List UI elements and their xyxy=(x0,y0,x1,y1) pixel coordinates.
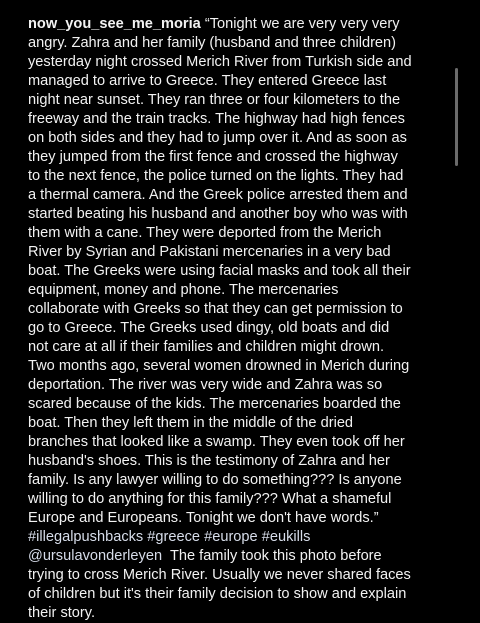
caption-line: trying to cross Merich River. Usually we never shared faces xyxy=(28,567,411,583)
caption-line: them with a cane. They were deported from the Merich xyxy=(28,225,382,241)
hashtag-line xyxy=(28,528,468,547)
caption-line: on both sides and they had to jump over it. And as soon as xyxy=(28,130,407,146)
caption-line: started beating his husband and another boy who was with xyxy=(28,206,408,222)
caption-line: scared because of the kids. The mercenaries boarded the xyxy=(28,396,401,412)
caption-line: managed to arrive to Greece. They entered Greece last xyxy=(28,73,387,89)
caption-line: family. Is any lawyer willing to do something??? Is anyone xyxy=(28,472,402,488)
caption-line: branches that looked like a swamp. They even took off her xyxy=(28,434,405,450)
username-link[interactable]: now_you_see_me_moria xyxy=(28,16,201,32)
caption-line: they jumped from the first fence and crossed the highway xyxy=(28,149,398,165)
caption-line: boat. Then they left them in the middle of the dried xyxy=(28,415,354,431)
caption-line: willing to do anything for this family??? What a shameful xyxy=(28,491,392,507)
hashtag-link[interactable]: #illegalpushbacks xyxy=(28,529,144,545)
caption-line: River by Syrian and Pakistani mercenaries in a very bad xyxy=(28,244,391,260)
caption-line: collaborate with Greeks so that they can get permission to xyxy=(28,301,403,317)
mention-link[interactable]: @ursulavonderleyen xyxy=(28,548,163,564)
caption-line-text: The family took this photo before xyxy=(169,548,382,564)
caption-line: go to Greece. The Greeks used dingy, old boats and did xyxy=(28,320,390,336)
caption-text xyxy=(28,15,468,623)
hashtag-link[interactable]: #greece xyxy=(147,529,201,545)
caption-line: not care at all if their families and children might drown. xyxy=(28,339,385,355)
caption-line: a thermal camera. And the Greek police arrested them and xyxy=(28,187,408,203)
caption-line xyxy=(28,15,468,34)
scrollbar-thumb[interactable] xyxy=(455,68,458,166)
hashtag-link[interactable]: #eukills xyxy=(261,529,311,545)
caption-line: freeway and the train tracks. The highway had high fences xyxy=(28,111,405,127)
caption-line-text: “Tonight we are very very very xyxy=(204,16,400,32)
caption-line: to the next fence, the police turned on the lights. They had xyxy=(28,168,404,184)
caption-line: boat. The Greeks were using facial masks and took all their xyxy=(28,263,411,279)
mention-line xyxy=(28,547,468,566)
caption-line: equipment, money and phone. The mercenaries xyxy=(28,282,339,298)
caption-line: husband's shoes. This is the testimony of Zahra and her xyxy=(28,453,390,469)
caption-line: yesterday night crossed Merich River from Turkish side and xyxy=(28,54,412,70)
caption-line: deportation. The river was very wide and Zahra was so xyxy=(28,377,383,393)
caption-line: Europe and Europeans. Tonight we don't have words.” xyxy=(28,510,379,526)
caption-line: their story. xyxy=(28,605,96,621)
caption-line: Two months ago, several women drowned in Merich during xyxy=(28,358,410,374)
caption-line: night near sunset. They ran three or four kilometers to the xyxy=(28,92,401,108)
hashtag-link[interactable]: #europe xyxy=(204,529,258,545)
caption-line: angry. Zahra and her family (husband and three children) xyxy=(28,35,397,51)
caption-line: of children but it's their family decision to show and explain xyxy=(28,586,407,602)
